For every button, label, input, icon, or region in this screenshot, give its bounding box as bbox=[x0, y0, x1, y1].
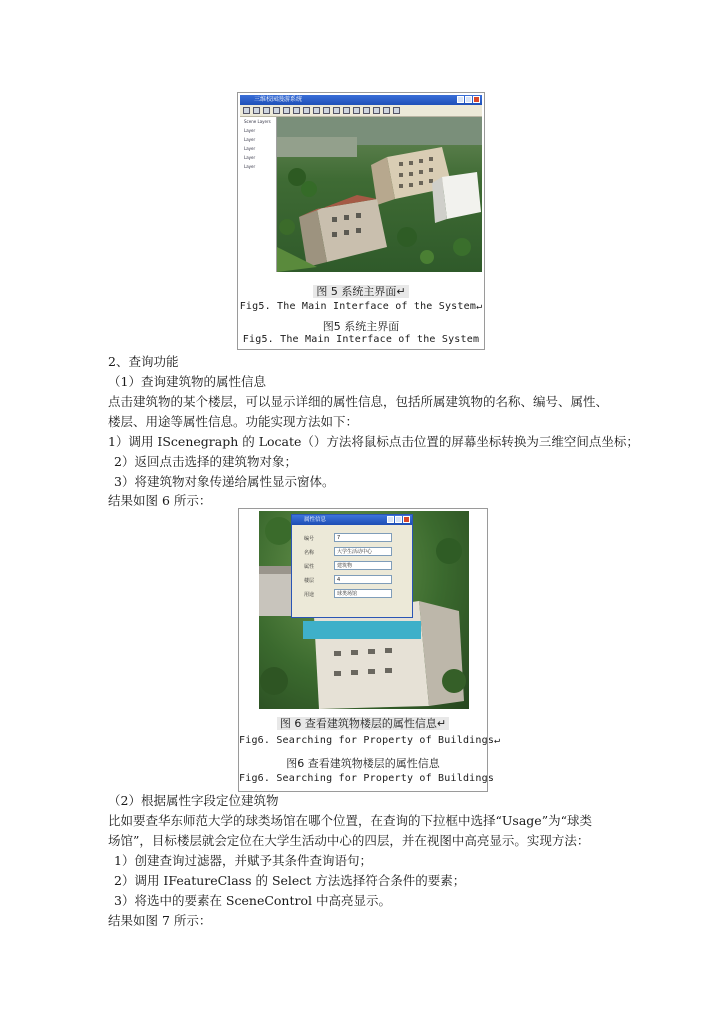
figure-6-caption-en-2: Fig6. Searching for Property of Buildings bbox=[239, 773, 495, 784]
figure-5-caption-en: Fig5. The Main Interface of the System↵ bbox=[239, 301, 483, 312]
figure-5-layer-tree bbox=[240, 117, 277, 272]
property-type-field[interactable]: 建筑物 bbox=[334, 561, 392, 570]
property-label: 名称 bbox=[304, 550, 315, 556]
step-item: 1）创建查询过滤器，并赋予其条件查询语句； bbox=[114, 853, 372, 868]
tool-icon bbox=[323, 107, 330, 114]
subsection-title: （2）根据属性字段定位建筑物 bbox=[108, 793, 279, 808]
campus-3d-render bbox=[277, 117, 482, 272]
paragraph-line: 楼层、用途等属性信息。功能实现方法如下： bbox=[108, 414, 359, 429]
figure-5-toolbar bbox=[240, 105, 482, 117]
property-floor-field[interactable]: 4 bbox=[334, 575, 392, 584]
tool-icon bbox=[303, 107, 310, 114]
figure-6-caption-cn-2: 图6 查看建筑物楼层的属性信息 bbox=[286, 757, 440, 770]
tool-icon bbox=[343, 107, 350, 114]
paragraph-line: 场馆”，目标楼层就会定位在大学生活动中心的四层，并在视图中高亮显示。实现方法： bbox=[108, 833, 590, 848]
tree-item: Layer bbox=[244, 164, 256, 169]
figure-5-caption-en-2: Fig5. The Main Interface of the System bbox=[242, 334, 480, 345]
figure-6-caption-cn: 图 6 查看建筑物楼层的属性信息↵ bbox=[277, 717, 449, 730]
tree-item: Scene Layers bbox=[244, 119, 271, 124]
tool-icon bbox=[333, 107, 340, 114]
tool-icon bbox=[383, 107, 390, 114]
minimize-icon[interactable] bbox=[387, 516, 394, 523]
tool-icon bbox=[263, 107, 270, 114]
tool-icon bbox=[243, 107, 250, 114]
tool-icon bbox=[373, 107, 380, 114]
property-row bbox=[292, 573, 412, 587]
tool-icon bbox=[293, 107, 300, 114]
property-dialog-title: 属性信息 bbox=[304, 517, 327, 523]
close-icon bbox=[473, 96, 480, 103]
paragraph-line: 点击建筑物的某个楼层，可以显示详细的属性信息，包括所属建筑物的名称、编号、属性、 bbox=[108, 394, 609, 409]
step-item: 3）将选中的要素在 SceneControl 中高亮显示。 bbox=[114, 893, 391, 908]
property-label: 用途 bbox=[304, 592, 315, 598]
property-dialog bbox=[291, 514, 413, 618]
property-label: 编号 bbox=[304, 536, 315, 542]
tree-item: Layer bbox=[244, 137, 256, 142]
figure-6-screenshot bbox=[239, 509, 487, 713]
property-row bbox=[292, 559, 412, 573]
step-item: 3）将建筑物对象传递给属性显示窗体。 bbox=[114, 474, 335, 489]
tool-icon bbox=[283, 107, 290, 114]
maximize-icon bbox=[465, 96, 472, 103]
tool-icon bbox=[393, 107, 400, 114]
property-label: 楼层 bbox=[304, 578, 315, 584]
tool-icon bbox=[253, 107, 260, 114]
figure-5-screenshot bbox=[240, 95, 482, 273]
property-row bbox=[292, 545, 412, 559]
property-row bbox=[292, 531, 412, 545]
maximize-icon[interactable] bbox=[395, 516, 402, 523]
figure-6-caption-en: Fig6. Searching for Property of Buildings↵ bbox=[239, 735, 501, 746]
subsection-title: （1）查询建筑物的属性信息 bbox=[108, 374, 266, 389]
result-line: 结果如图 7 所示： bbox=[108, 913, 212, 928]
figure-6 bbox=[238, 508, 501, 792]
tree-item: Layer bbox=[244, 128, 256, 133]
figure-5-caption-cn-2: 图5 系统主界面 bbox=[322, 320, 400, 333]
property-label: 属性 bbox=[304, 564, 315, 570]
property-usage-field[interactable]: 球类场馆 bbox=[334, 589, 392, 598]
tool-icon bbox=[273, 107, 280, 114]
tool-icon bbox=[363, 107, 370, 114]
property-name-field[interactable]: 大学生活动中心 bbox=[334, 547, 392, 556]
section-heading: 2、查询功能 bbox=[108, 354, 179, 369]
building-sign-band bbox=[303, 621, 421, 639]
tool-icon bbox=[353, 107, 360, 114]
figure-5-titlebar bbox=[240, 95, 482, 105]
tree-item: Layer bbox=[244, 146, 256, 151]
minimize-icon bbox=[457, 96, 464, 103]
property-dialog-titlebar bbox=[292, 515, 412, 525]
tool-icon bbox=[313, 107, 320, 114]
step-item: 2）返回点击选择的建筑物对象； bbox=[114, 454, 297, 469]
property-row bbox=[292, 587, 412, 601]
paragraph-line: 比如要查华东师范大学的球类场馆在哪个位置，在查询的下拉框中选择“Usage”为“球类 bbox=[108, 813, 592, 828]
property-id-field[interactable]: 7 bbox=[334, 533, 392, 542]
figure-5-3d-scene bbox=[277, 117, 482, 272]
step-item: 1）调用 IScenegraph 的 Locate（）方法将鼠标点击位置的屏幕坐标转换为三维空间点坐标； bbox=[108, 434, 639, 449]
figure-5-window-title: 三维校园漫游系统 bbox=[254, 96, 303, 103]
tree-item: Layer bbox=[244, 155, 256, 160]
result-line: 结果如图 6 所示： bbox=[108, 493, 212, 508]
figure-5 bbox=[237, 92, 485, 350]
step-item: 2）调用 IFeatureClass 的 Select 方法选择符合条件的要素； bbox=[114, 873, 466, 888]
close-icon[interactable] bbox=[403, 516, 410, 523]
figure-5-caption-cn: 图 5 系统主界面↵ bbox=[313, 285, 408, 298]
